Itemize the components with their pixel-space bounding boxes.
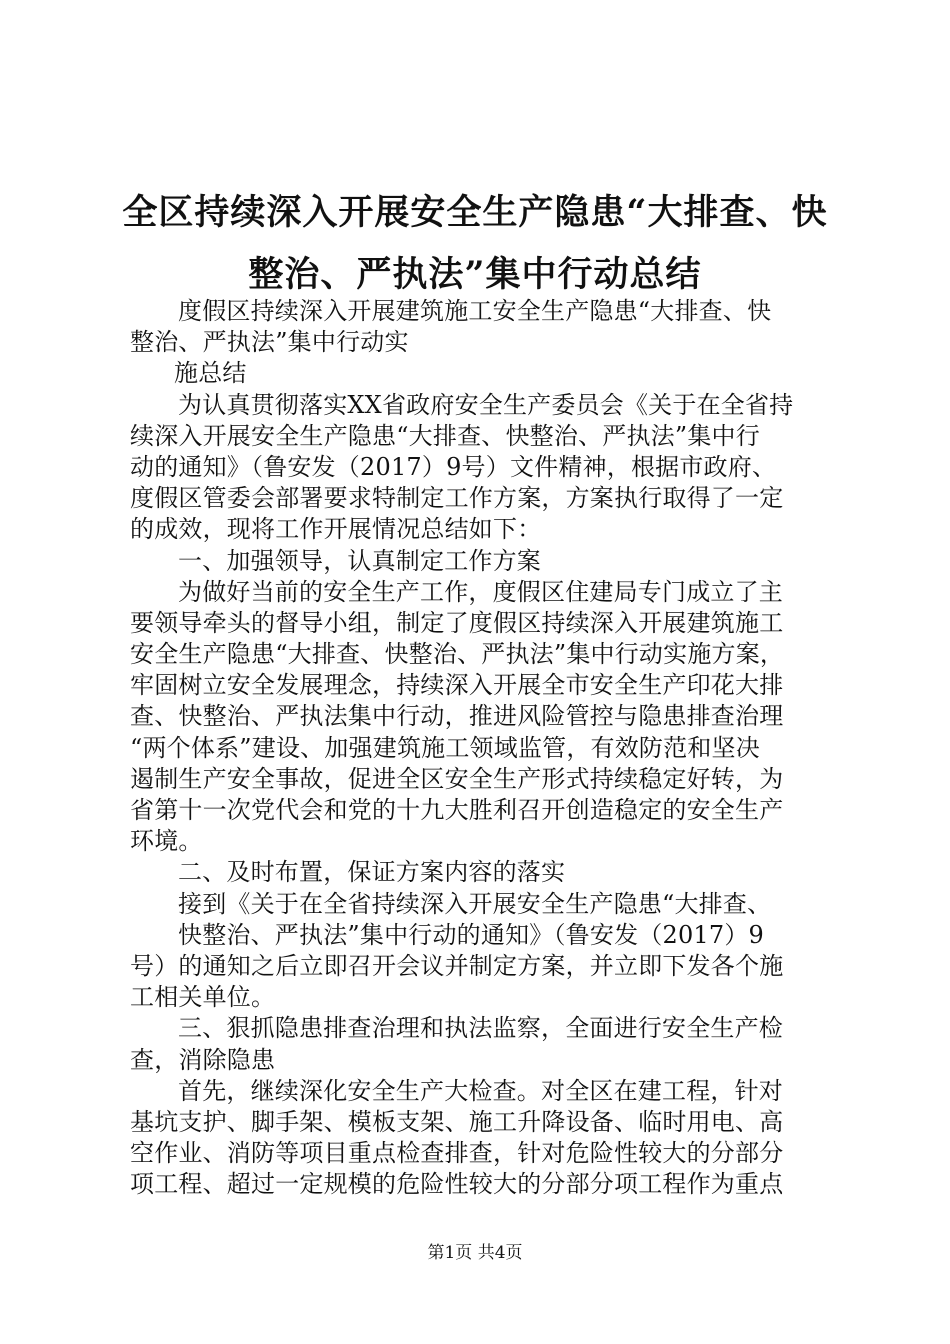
body-line: 接到《关于在全省持续深入开展安全生产隐患“大排查、 (178, 889, 772, 918)
body-line: 动的通知》（鲁安发（2017）9号）文件精神，根据市政府、 (130, 452, 777, 481)
title-line: 全区持续深入开展安全生产隐患“大排查、快 (122, 192, 828, 233)
body-line: 施总结 (174, 359, 247, 388)
body-line: 度假区管委会部署要求特制定工作方案，方案执行取得了一定 (130, 484, 784, 513)
body-line: 三、狠抓隐患排查治理和执法监察，全面进行安全生产检 (178, 1014, 783, 1043)
body-line: 要领导牵头的督导小组，制定了度假区持续深入开展建筑施工 (130, 608, 784, 637)
page-footer: 第1页 共4页 (427, 1243, 523, 1263)
body-line: “两个体系”建设、加强建筑施工领域监管，有效防范和坚决 (130, 733, 760, 762)
body-line: 为认真贯彻落实XX省政府安全生产委员会《关于在全省持 (178, 390, 794, 419)
title-line: 整治、严执法”集中行动总结 (248, 254, 702, 295)
body-line: 二、及时布置，保证方案内容的落实 (178, 858, 566, 887)
body-line: 项工程、超过一定规模的危险性较大的分部分项工程作为重点 (130, 1170, 784, 1199)
body-line: 工相关单位。 (130, 983, 276, 1012)
document-title (110, 182, 840, 306)
body-line: 遏制生产安全事故，促进全区安全生产形式持续稳定好转，为 (130, 764, 784, 793)
body-line: 牢固树立安全发展理念，持续深入开展全市安全生产印花大排 (130, 671, 784, 700)
body-line: 续深入开展安全生产隐患“大排查、快整治、严执法”集中行 (130, 421, 760, 450)
body-line: 查，消除隐患 (130, 1045, 276, 1074)
body-line: 安全生产隐患“大排查、快整治、严执法”集中行动实施方案， (130, 640, 785, 669)
body-line: 为做好当前的安全生产工作，度假区住建局专门成立了主 (178, 577, 783, 606)
body-line: 度假区持续深入开展建筑施工安全生产隐患“大排查、快 (178, 297, 772, 325)
body-line: 基坑支护、脚手架、模板支架、施工升降设备、临时用电、高 (130, 1107, 784, 1136)
body-line: 整治、严执法”集中行动实 (130, 328, 409, 357)
document-body (130, 296, 835, 1200)
body-line: 首先，继续深化安全生产大检查。对全区在建工程，针对 (178, 1076, 783, 1105)
body-line: 一、加强领导，认真制定工作方案 (178, 546, 541, 575)
body-line: 查、快整治、严执法集中行动，推进风险管控与隐患排查治理 (130, 702, 784, 731)
body-line: 的成效，现将工作开展情况总结如下： (130, 515, 542, 544)
body-line: 省第十一次党代会和党的十九大胜利召开创造稳定的安全生产 (130, 796, 784, 824)
body-line: 号）的通知之后立即召开会议并制定方案，并立即下发各个施 (130, 951, 784, 980)
body-line: 快整治、严执法”集中行动的通知》（鲁安发（2017）9 (178, 920, 765, 949)
body-line: 空作业、消防等项目重点检查排查，针对危险性较大的分部分 (130, 1139, 784, 1168)
body-line: 环境。 (130, 827, 203, 856)
